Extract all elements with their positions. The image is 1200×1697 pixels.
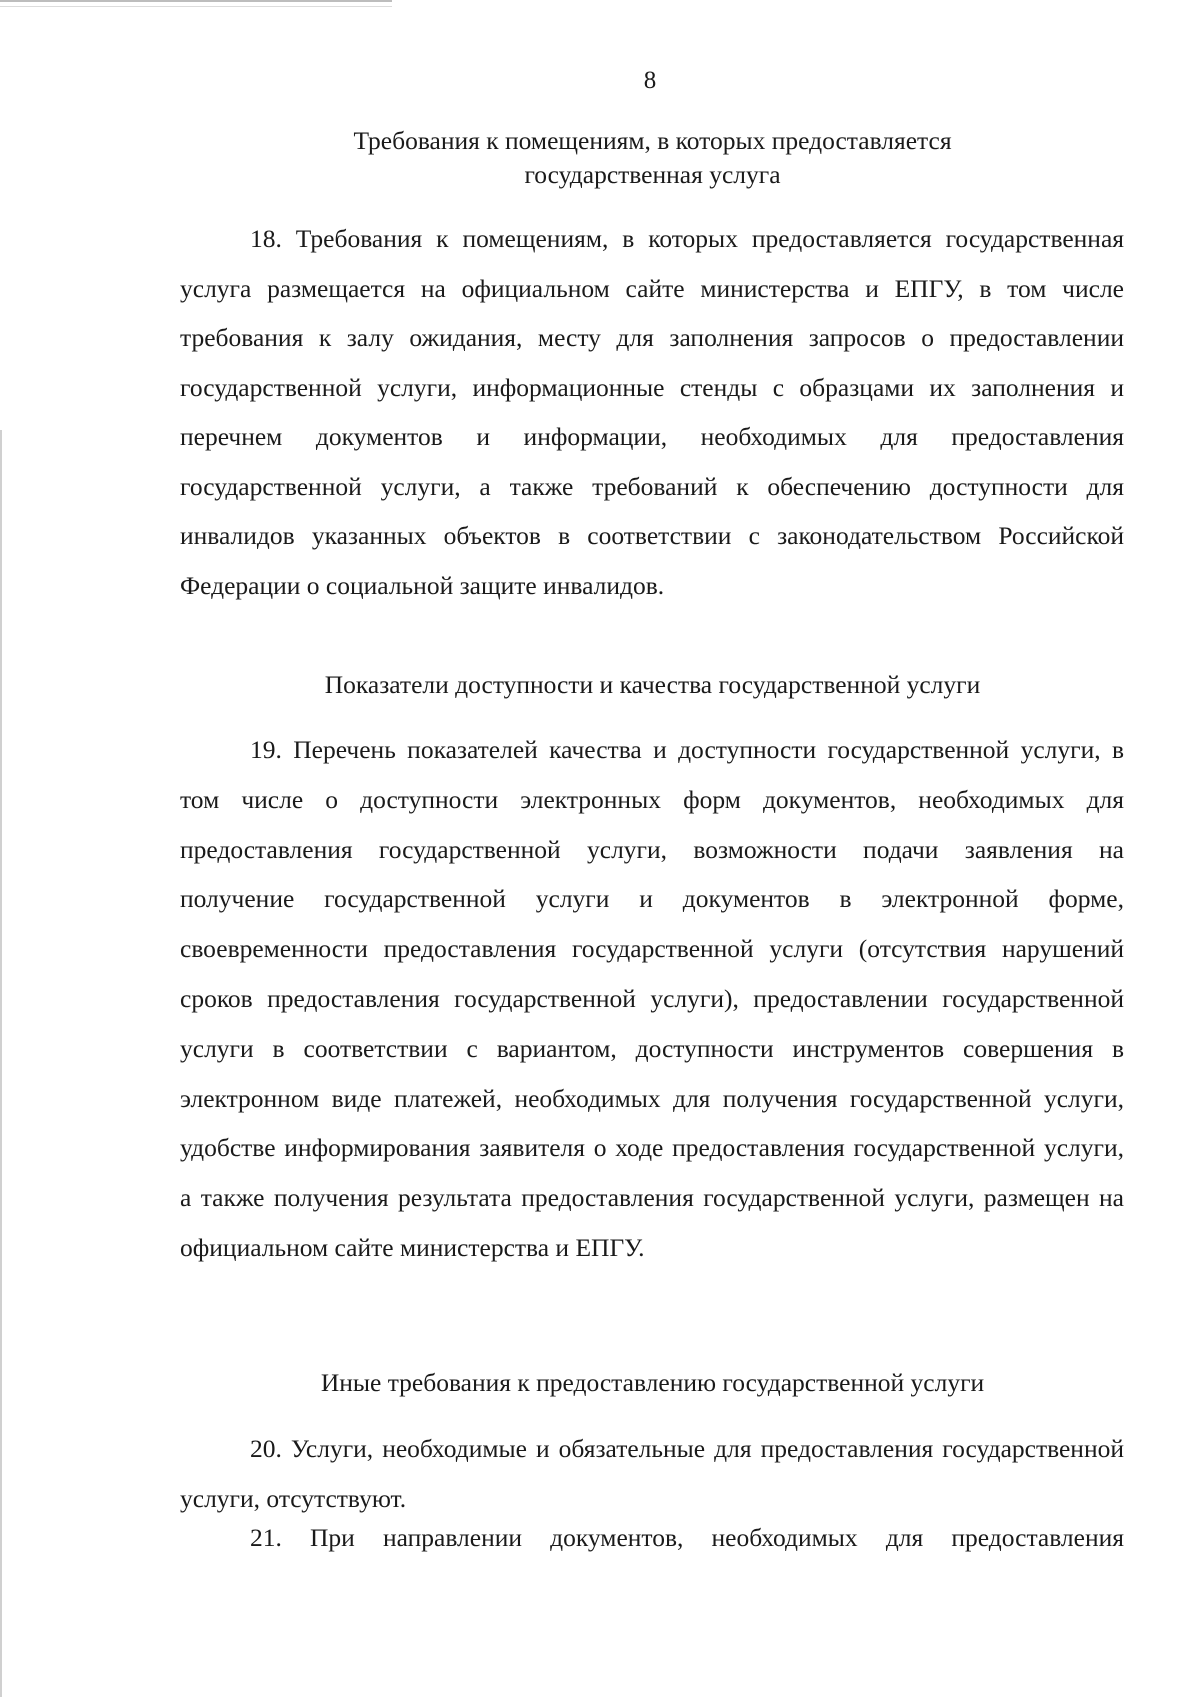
paragraph-21: 21. При направлении документов, необходимых для предоставления	[250, 1523, 1124, 1552]
paragraph-20: 20. Услуги, необходимые и обязательные для предоставления государственной услуги, отсутствуют.	[180, 1434, 1124, 1513]
section-heading-premises-line2: государственная услуга	[524, 160, 781, 189]
scan-edge-top	[0, 0, 392, 2]
section-heading-premises	[180, 124, 1125, 192]
paragraph-18: 18. Требования к помещениям, в которых предоставляется государственная услуга размещается на официальном сайте министерства и ЕПГУ, в том числе требования к залу ожидания, месту для заполнения запросов о предоставлении государственной услуги, информационные стенды с образцами их заполнения и перечнем документов и информации, необходимых для предоставления государственной услуги, а также требований к обеспечению доступности для инвалидов указанных объектов в соответствии с законодательством Российской Федерации о социальной защите инвалидов.	[180, 224, 1124, 600]
page-number: 8	[643, 67, 657, 94]
section-heading-other-requirements: Иные требования к предоставлению государственной услуги	[320, 1368, 985, 1397]
scan-edge-left	[0, 430, 2, 1697]
paragraph-19: 19. Перечень показателей качества и доступности государственной услуги, в том числе о доступности электронных форм документов, необходимых для предоставления государственной услуги, возможности подачи заявления на получение государственной услуги и документов в электронной форме, своевременности предоставления государственной услуги (отсутствия нарушений сроков предоставления государственной услуги), предоставлении государственной услуги в соответствии с вариантом, доступности инструментов совершения в электронном виде платежей, необходимых для получения государственной услуги, удобстве информирования заявителя о ходе предоставления государственной услуги, а также получения результата предоставления государственной услуги, размещен на официальном сайте министерства и ЕПГУ.	[180, 735, 1124, 1262]
section-heading-quality-indicators: Показатели доступности и качества государственной услуги	[324, 670, 981, 699]
section-heading-premises-line1: Требования к помещениям, в которых предоставляется	[353, 126, 952, 155]
scan-edge-top-faint	[0, 6, 392, 7]
